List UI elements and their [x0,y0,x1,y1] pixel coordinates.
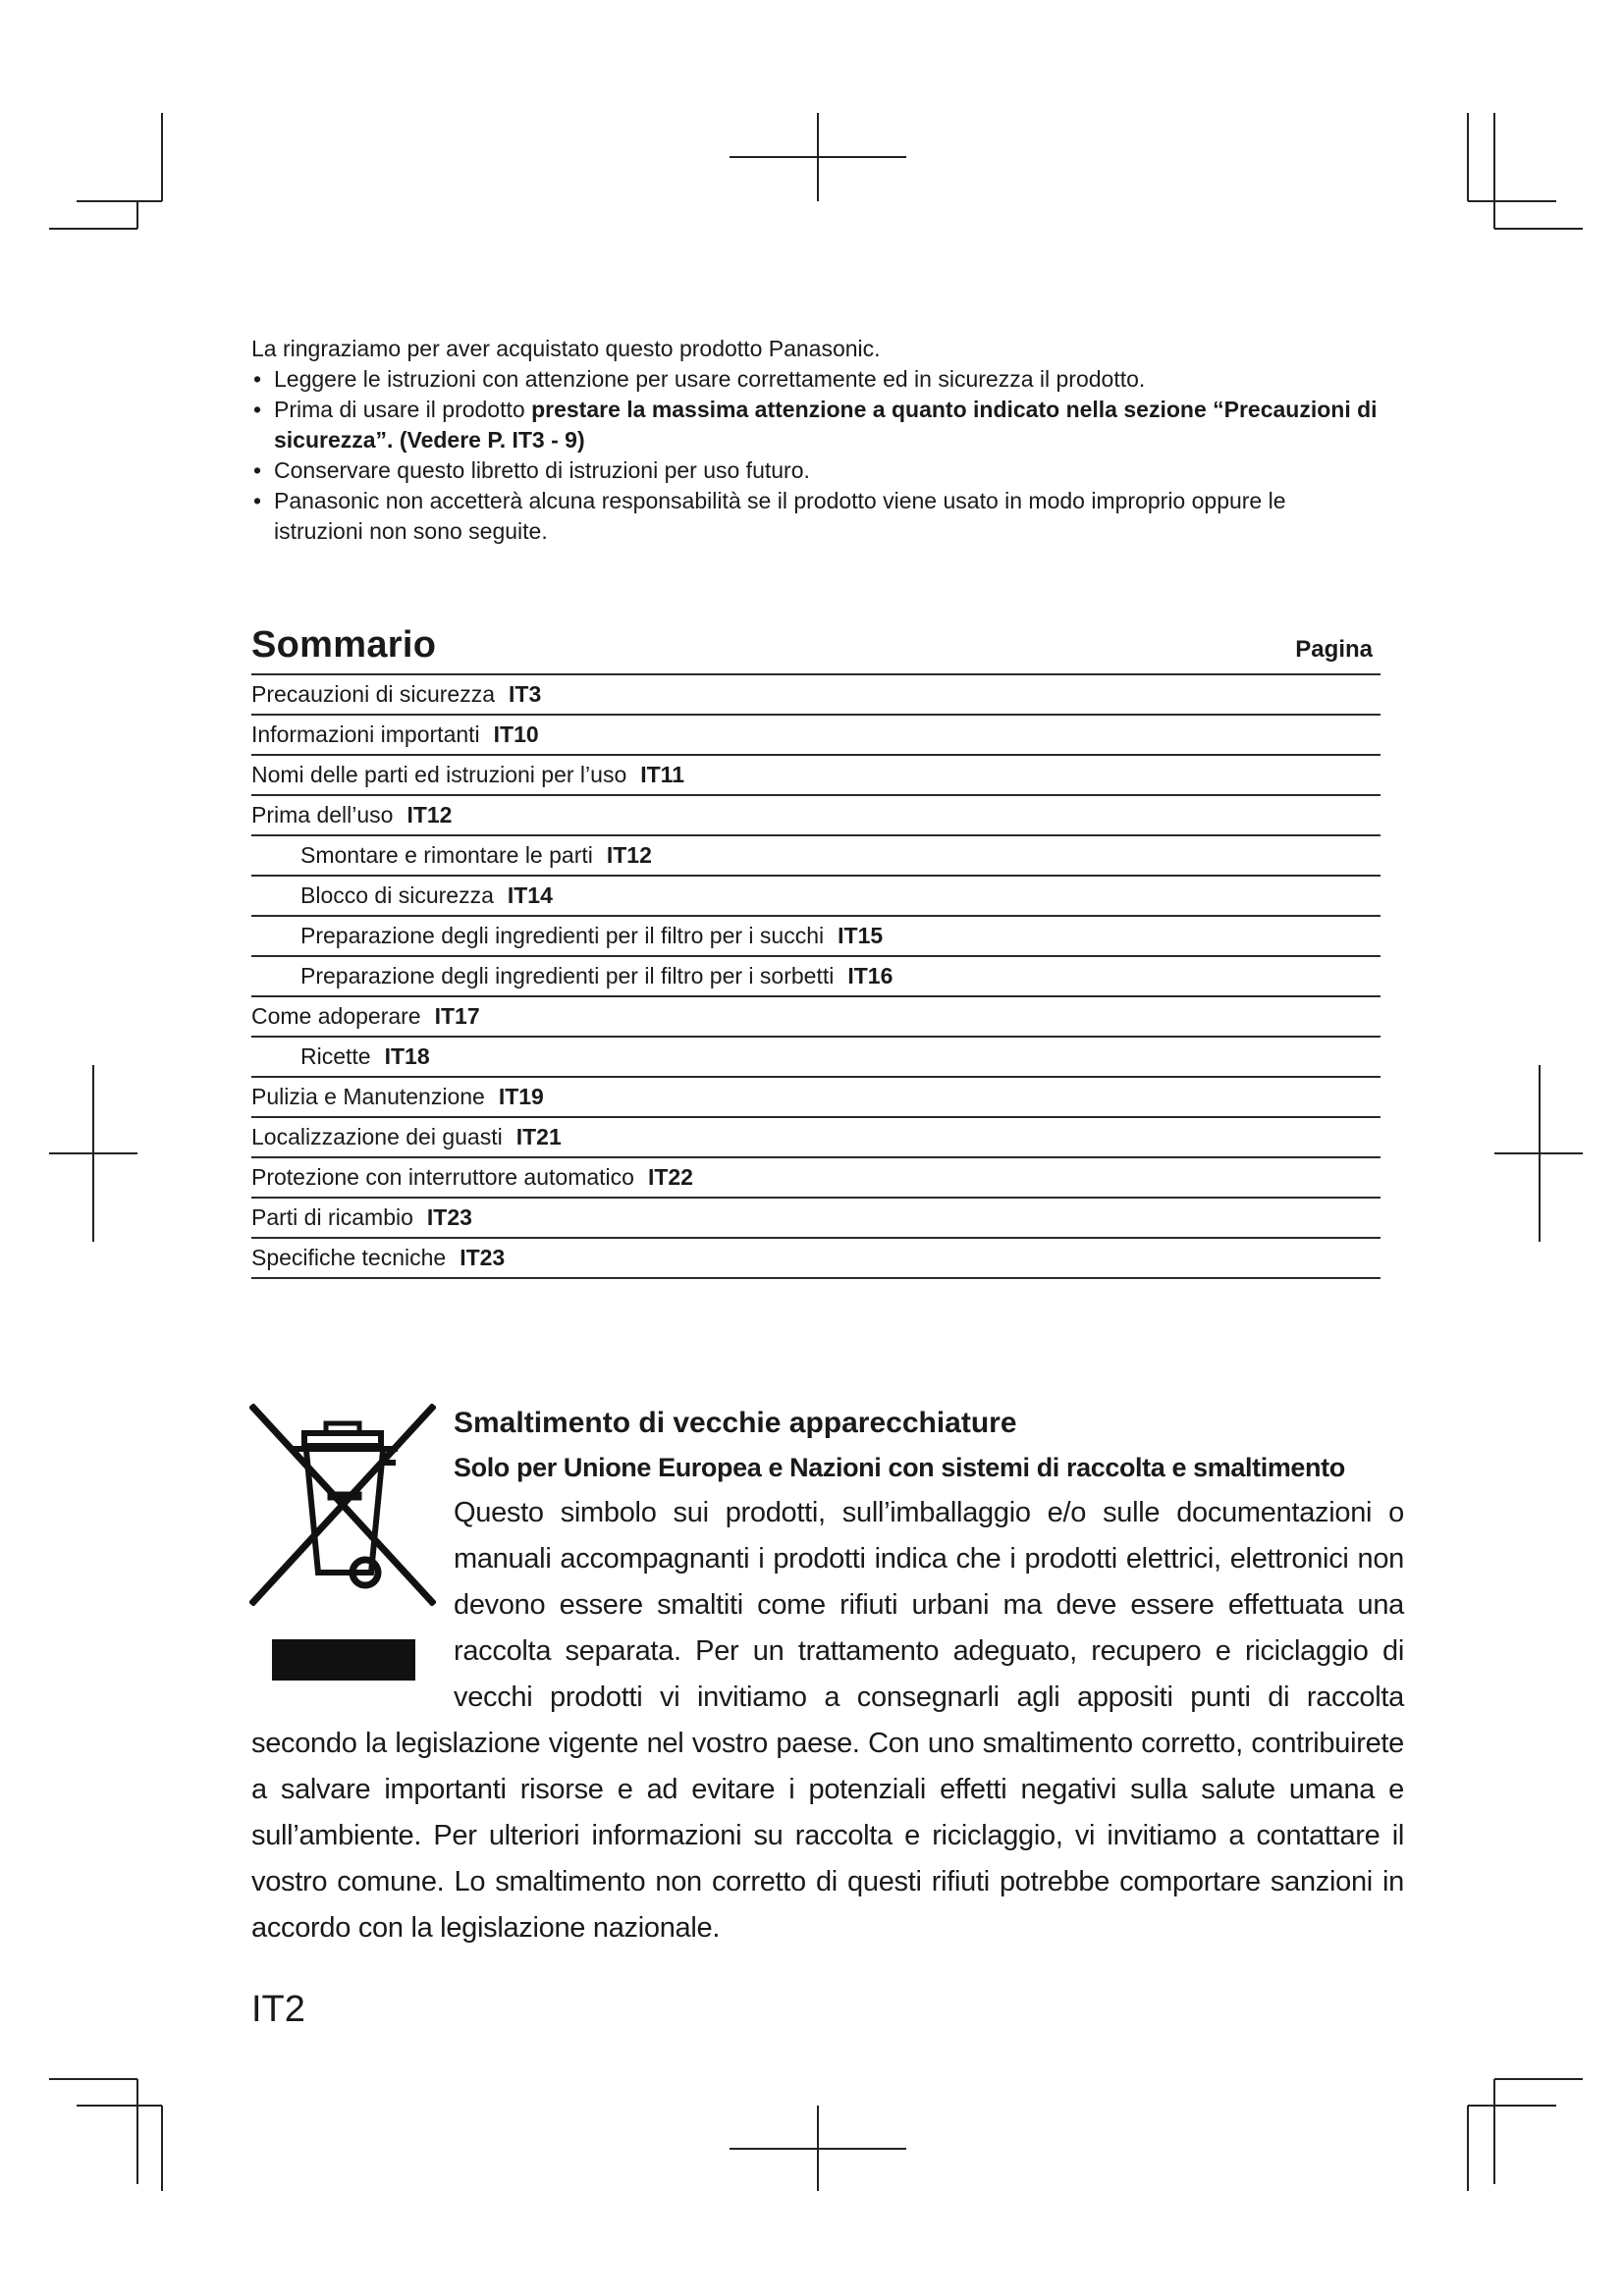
toc-entry-label: Blocco di sicurezza [300,882,494,908]
intro-bullet: • Panasonic non accetterà alcuna responsabilità se il prodotto viene usato in modo improprio oppure le istruzioni non sono seguite. [251,486,1380,547]
disposal-heading: Smaltimento di vecchie apparecchiature [454,1407,1017,1439]
toc-entry-page: IT16 [847,963,893,988]
toc-entry-page: IT17 [434,1003,480,1029]
toc-entry-label: Preparazione degli ingredienti per il filtro per i sorbetti [300,963,835,988]
toc-entry-label: Preparazione degli ingredienti per il filtro per i succhi [300,923,825,948]
toc-entry-page: IT18 [384,1043,430,1069]
toc-entry-page: IT23 [426,1204,472,1230]
toc-row [251,917,1380,957]
page-number: IT2 [251,1989,305,2030]
toc-entry-page: IT19 [498,1084,544,1109]
toc-row [251,675,1380,716]
disposal-subheading: Solo per Unione Europea e Nazioni con sistemi di raccolta e smaltimento [454,1453,1345,1482]
toc-title: Sommario [251,624,437,666]
toc-entry-label: Come adoperare [251,1003,421,1029]
intro-bullet: • Conservare questo libretto di istruzioni per uso futuro. [251,455,1380,486]
intro-lead: La ringraziamo per aver acquistato questo prodotto Panasonic. [251,336,881,361]
toc-entry-page: IT22 [647,1164,693,1190]
toc-header [251,622,1380,675]
toc-row [251,716,1380,756]
toc-list [251,675,1380,1279]
disposal-section [251,1402,1404,1951]
intro-bullet-list [251,364,1380,547]
table-of-contents [251,622,1380,1279]
toc-row [251,1118,1380,1158]
toc-entry-page: IT14 [507,882,553,908]
toc-entry-page: IT23 [460,1245,506,1270]
icon-spacer [251,1402,454,1686]
toc-row [251,877,1380,917]
toc-page-header: Pagina [1295,636,1373,663]
toc-entry-label: Informazioni importanti [251,721,480,747]
toc-entry-label: Ricette [300,1043,371,1069]
toc-entry-page: IT12 [606,842,652,868]
toc-row [251,756,1380,796]
toc-row [251,1199,1380,1239]
toc-entry-label: Parti di ricambio [251,1204,413,1230]
toc-entry-label: Localizzazione dei guasti [251,1124,503,1149]
toc-row [251,1239,1380,1279]
toc-entry-label: Prima dell’uso [251,802,394,828]
toc-entry-page: IT11 [640,762,684,787]
toc-entry-page: IT21 [515,1124,562,1149]
toc-entry-label: Nomi delle parti ed istruzioni per l’uso [251,762,627,787]
toc-row [251,1078,1380,1118]
intro-bullet: • Prima di usare il prodotto prestare la massima attenzione a quanto indicato nella sezione “Precauzioni di sicurezza”. (Vedere P. IT3 - 9) [251,395,1380,455]
toc-entry-page: IT10 [493,721,539,747]
toc-entry-label: Smontare e rimontare le parti [300,842,593,868]
toc-entry-page: IT15 [838,923,884,948]
toc-entry-label: Precauzioni di sicurezza [251,681,496,707]
toc-row [251,1158,1380,1199]
toc-row [251,957,1380,997]
toc-entry-label: Pulizia e Manutenzione [251,1084,485,1109]
toc-row [251,836,1380,877]
intro-section [251,334,1380,547]
toc-entry-page: IT12 [406,802,453,828]
toc-entry-label: Specifiche tecniche [251,1245,447,1270]
toc-row [251,997,1380,1038]
disposal-body: Questo simbolo sui prodotti, sull’imballaggio e/o sulle documentazioni o manuali accompagnanti i prodotti indica che i prodotti elettrici, elettronici non devono essere smaltiti come rifiuti urbani ma deve essere effettuata una raccolta separata. Per un trattamento adeguato, recupero e riciclaggio di vecchi prodotti vi invitiamo a consegnarli agli appositi punti di raccolta secondo la legislazione vigente nel vostro paese. Con uno smaltimento corretto, contribuirete a salvare importanti risorse e ad evitare i potenziali effetti negativi sulla salute umana e sull’ambiente. Per ulteriori informazioni su raccolta e riciclaggio, vi invitiamo a contattare il vostro comune. Lo smaltimento non corretto di questi rifiuti potrebbe comportare sanzioni in accordo con la legislazione nazionale. [251,1497,1404,1944]
toc-entry-label: Protezione con interruttore automatico [251,1164,634,1190]
toc-row [251,796,1380,836]
toc-row [251,1038,1380,1078]
toc-entry-page: IT3 [509,681,542,707]
intro-bullet: • Leggere le istruzioni con attenzione per usare correttamente ed in sicurezza il prodotto. [251,364,1380,395]
